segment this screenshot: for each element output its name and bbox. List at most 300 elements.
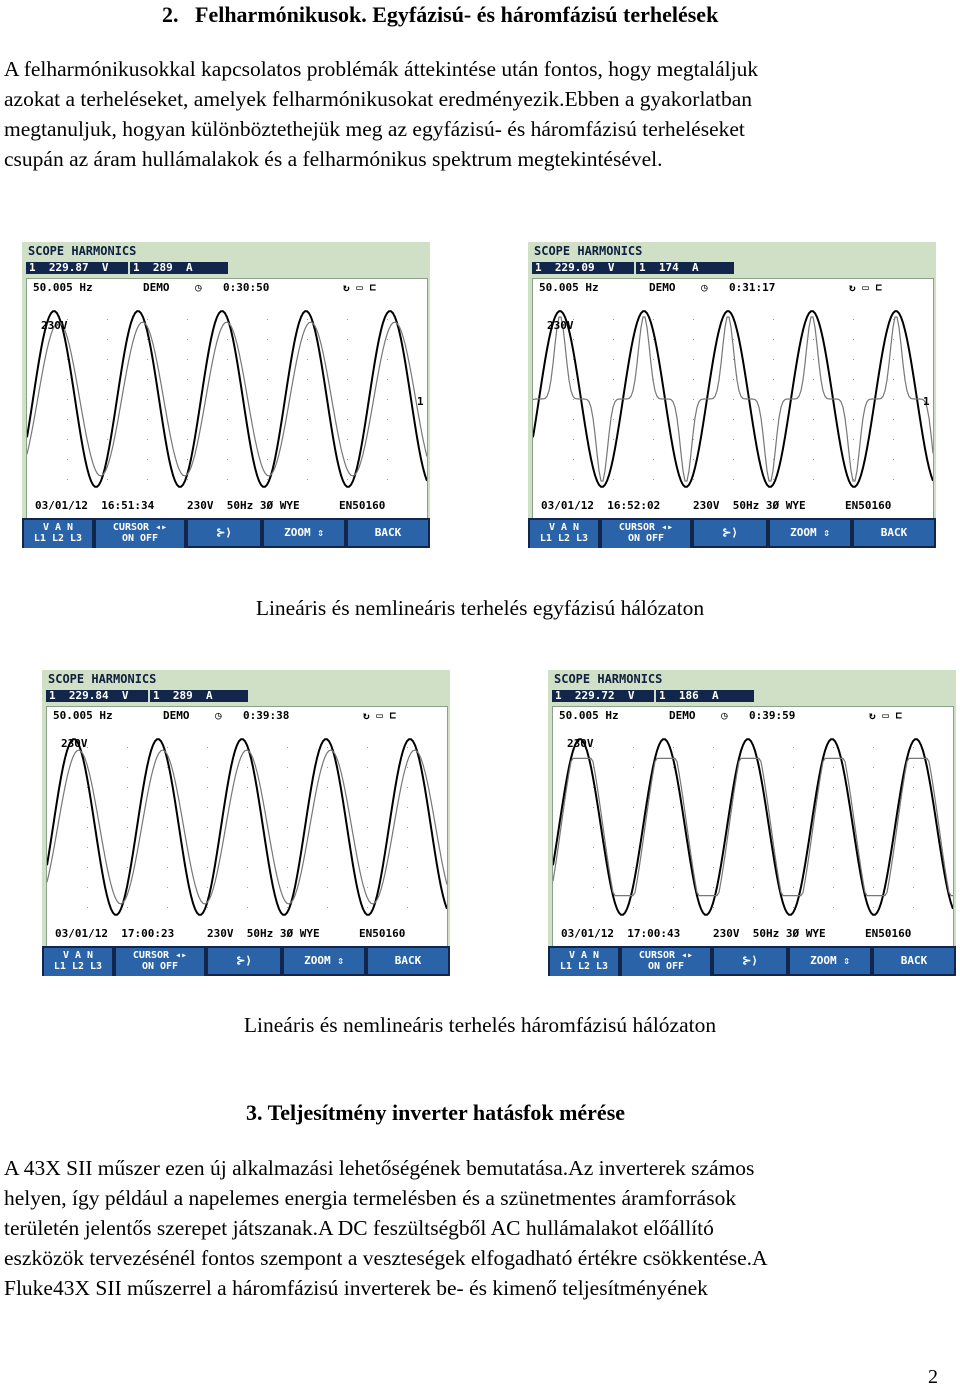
graticule-dot (853, 439, 854, 440)
status-icons: ↻ ▭ ⊏ (849, 281, 883, 294)
graticule-dot (833, 807, 834, 808)
graticule-dot (633, 807, 634, 808)
graticule-dot (227, 479, 228, 480)
waveform-panel (26, 278, 428, 520)
body-line: helyen, így például a napelemes energia termelésben és a szünetmentes áramforrások (4, 1186, 737, 1210)
cursor-button[interactable]: CURSOR ◂▸ ON OFF (116, 948, 204, 976)
voltage-readout: 1 229.87 V (26, 262, 128, 274)
back-button[interactable]: BACK (368, 948, 448, 974)
graticule-dot (773, 399, 774, 400)
graticule-dot (893, 399, 894, 400)
back-button[interactable]: BACK (348, 520, 428, 546)
graticule-dot (367, 887, 368, 888)
graticule-dot (327, 867, 328, 868)
graticule-dot (267, 479, 268, 480)
graticule-dot (287, 847, 288, 848)
elapsed-time: 0:39:38 (243, 709, 290, 722)
graticule-dot (187, 379, 188, 380)
graticule-dot (713, 787, 714, 788)
current-readout: 1 289 A (150, 690, 248, 702)
graticule-dot (207, 907, 208, 908)
phase-select-button[interactable]: V A N L1 L2 L3 (24, 520, 92, 548)
current-readout: 1 174 A (636, 262, 734, 274)
graticule-dot (167, 747, 168, 748)
scope-screen-2 (528, 242, 936, 548)
graticule-dot (913, 747, 914, 748)
cursor-move-icon[interactable]: ⊱⟩ (208, 948, 280, 974)
graticule-dot (893, 339, 894, 340)
elapsed-time: 0:30:50 (223, 281, 270, 294)
graticule-dot (613, 399, 614, 400)
graticule-dot (633, 767, 634, 768)
graticule-dot (913, 887, 914, 888)
graticule-dot (893, 379, 894, 380)
footer-info: 230V 50Hz 3Ø WYE (713, 927, 826, 940)
graticule-dot (387, 399, 388, 400)
demo-label: DEMO (669, 709, 696, 722)
graticule-dot (893, 459, 894, 460)
softkey-bar (42, 946, 450, 976)
graticule-dot (653, 479, 654, 480)
graticule-dot (107, 339, 108, 340)
clock-icon: ◷ (215, 709, 222, 722)
graticule-dot (653, 439, 654, 440)
graticule-dot (147, 399, 148, 400)
waveform-plot (47, 707, 447, 947)
graticule-dot (573, 339, 574, 340)
graticule-dot (387, 339, 388, 340)
graticule-dot (773, 439, 774, 440)
graticule-dot (347, 399, 348, 400)
graticule-dot (187, 419, 188, 420)
graticule-dot (87, 847, 88, 848)
graticule-dot (633, 847, 634, 848)
waveform-panel (552, 706, 954, 948)
graticule-dot (367, 807, 368, 808)
graticule-dot (753, 827, 754, 828)
graticule-dot (693, 459, 694, 460)
scope-screen-3 (42, 670, 450, 976)
graticule-dot (813, 339, 814, 340)
body-paragraph (4, 1153, 954, 1303)
frequency-readout: 50.005 Hz (559, 709, 619, 722)
graticule-dot (227, 439, 228, 440)
graticule-dot (673, 807, 674, 808)
waveform-plot (533, 279, 933, 519)
zoom-button[interactable]: ZOOM ⇕ (264, 520, 344, 546)
graticule-dot (287, 887, 288, 888)
graticule-dot (387, 359, 388, 360)
graticule-dot (187, 359, 188, 360)
scope-screen-1 (22, 242, 430, 548)
graticule-dot (673, 847, 674, 848)
graticule-dot (107, 419, 108, 420)
graticule-dot (227, 379, 228, 380)
graticule-dot (753, 787, 754, 788)
graticule-dot (407, 787, 408, 788)
graticule-dot (147, 419, 148, 420)
graticule-dot (167, 787, 168, 788)
graticule-dot (773, 379, 774, 380)
graticule-dot (913, 847, 914, 848)
graticule-dot (673, 767, 674, 768)
graticule-dot (187, 399, 188, 400)
intro-line: A felharmónikusokkal kapcsolatos problémák áttekintése után fontos, hogy megtaláljuk (4, 57, 759, 81)
graticule-dot (87, 907, 88, 908)
graticule-dot (127, 827, 128, 828)
graticule-dot (573, 379, 574, 380)
graticule-dot (347, 419, 348, 420)
graticule-dot (733, 399, 734, 400)
graticule-dot (833, 747, 834, 748)
graticule-dot (713, 847, 714, 848)
demo-label: DEMO (649, 281, 676, 294)
graticule-dot (307, 359, 308, 360)
graticule-dot (873, 867, 874, 868)
graticule-dot (713, 867, 714, 868)
footer-date: 03/01/12 17:00:23 (55, 927, 175, 940)
graticule-dot (793, 747, 794, 748)
graticule-dot (267, 339, 268, 340)
back-button[interactable]: BACK (854, 520, 934, 546)
footer-info: 230V 50Hz 3Ø WYE (693, 499, 806, 512)
graticule-dot (853, 319, 854, 320)
elapsed-time: 0:31:17 (729, 281, 776, 294)
graticule-dot (613, 439, 614, 440)
graticule-dot (653, 339, 654, 340)
graticule-dot (107, 379, 108, 380)
graticule-dot (247, 787, 248, 788)
graticule-dot (347, 319, 348, 320)
graticule-dot (267, 439, 268, 440)
graticule-dot (673, 787, 674, 788)
graticule-dot (673, 887, 674, 888)
section-2-number: 2. (162, 2, 179, 27)
graticule-dot (147, 339, 148, 340)
graticule-dot (853, 459, 854, 460)
graticule-dot (127, 907, 128, 908)
graticule-dot (287, 767, 288, 768)
graticule-dot (387, 479, 388, 480)
graticule-dot (873, 907, 874, 908)
graticule-dot (147, 359, 148, 360)
graticule-dot (693, 419, 694, 420)
graticule-dot (593, 847, 594, 848)
graticule-dot (407, 827, 408, 828)
graticule-dot (307, 399, 308, 400)
graticule-dot (873, 787, 874, 788)
graticule-dot (287, 747, 288, 748)
zoom-button[interactable]: ZOOM ⇕ (284, 948, 364, 974)
graticule-dot (367, 907, 368, 908)
graticule-dot (713, 747, 714, 748)
graticule-dot (387, 439, 388, 440)
graticule-dot (267, 359, 268, 360)
voltage-readout: 1 229.84 V (46, 690, 148, 702)
graticule-dot (793, 907, 794, 908)
graticule-dot (873, 767, 874, 768)
graticule-dot (227, 399, 228, 400)
graticule-dot (407, 747, 408, 748)
graticule-dot (327, 887, 328, 888)
current-readout: 1 289 A (130, 262, 228, 274)
graticule-dot (387, 379, 388, 380)
graticule-dot (633, 867, 634, 868)
graticule-dot (853, 379, 854, 380)
scope-mode-label: SCOPE HARMONICS (48, 672, 157, 686)
channel-marker: 1 (923, 395, 930, 408)
graticule-dot (67, 379, 68, 380)
graticule-dot (833, 907, 834, 908)
waveform-plot (553, 707, 953, 947)
graticule-dot (813, 399, 814, 400)
scope-mode-label: SCOPE HARMONICS (28, 244, 137, 258)
graticule-dot (147, 439, 148, 440)
graticule-dot (653, 359, 654, 360)
footer-standard: EN50160 (339, 499, 386, 512)
graticule-dot (873, 747, 874, 748)
graticule-dot (633, 787, 634, 788)
graticule-dot (167, 767, 168, 768)
graticule-dot (247, 907, 248, 908)
graticule-dot (127, 807, 128, 808)
footer-date: 03/01/12 16:52:02 (541, 499, 661, 512)
graticule-dot (793, 787, 794, 788)
graticule-dot (853, 399, 854, 400)
graticule-dot (793, 827, 794, 828)
graticule-dot (287, 787, 288, 788)
graticule-dot (307, 419, 308, 420)
graticule-dot (67, 399, 68, 400)
graticule-dot (693, 359, 694, 360)
graticule-dot (773, 479, 774, 480)
graticule-dot (833, 887, 834, 888)
demo-label: DEMO (163, 709, 190, 722)
graticule-dot (107, 319, 108, 320)
graticule-dot (347, 459, 348, 460)
status-icons: ↻ ▭ ⊏ (869, 709, 903, 722)
graticule-dot (227, 359, 228, 360)
cursor-move-icon[interactable]: ⊱⟩ (694, 520, 766, 546)
graticule-dot (613, 419, 614, 420)
graticule-dot (613, 359, 614, 360)
cursor-button[interactable]: CURSOR ◂▸ ON OFF (602, 520, 690, 548)
graticule-dot (287, 807, 288, 808)
graticule-dot (653, 399, 654, 400)
zoom-button[interactable]: ZOOM ⇕ (770, 520, 850, 546)
graticule-dot (367, 827, 368, 828)
graticule-dot (833, 847, 834, 848)
graticule-dot (773, 319, 774, 320)
footer-date: 03/01/12 16:51:34 (35, 499, 155, 512)
graticule-dot (327, 827, 328, 828)
graticule-dot (347, 439, 348, 440)
graticule-dot (267, 459, 268, 460)
intro-line: megtanuljuk, hogyan különböztethejük meg az egyfázisú- és háromfázisú terheléseket (4, 117, 745, 141)
graticule-dot (107, 479, 108, 480)
graticule-dot (347, 479, 348, 480)
section-2-title: Felharmónikusok. Egyfázisú- és háromfázisú terhelések (195, 2, 719, 27)
graticule-dot (713, 827, 714, 828)
graticule-dot (813, 459, 814, 460)
graticule-dot (207, 747, 208, 748)
graticule-dot (593, 827, 594, 828)
body-line: területén jelentős szerepet játszanak.A DC feszültségből AC hullámalakot előállító (4, 1216, 714, 1240)
graticule-dot (147, 319, 148, 320)
graticule-dot (387, 319, 388, 320)
graticule-dot (633, 827, 634, 828)
graticule-dot (147, 479, 148, 480)
graticule-dot (227, 419, 228, 420)
graticule-dot (327, 847, 328, 848)
status-icons: ↻ ▭ ⊏ (363, 709, 397, 722)
graticule-dot (893, 419, 894, 420)
graticule-dot (287, 827, 288, 828)
graticule-dot (873, 827, 874, 828)
footer-standard: EN50160 (845, 499, 892, 512)
graticule-dot (347, 359, 348, 360)
back-button[interactable]: BACK (874, 948, 954, 974)
graticule-dot (573, 399, 574, 400)
graticule-dot (107, 399, 108, 400)
graticule-dot (347, 339, 348, 340)
graticule-dot (693, 379, 694, 380)
graticule-dot (127, 867, 128, 868)
frequency-readout: 50.005 Hz (53, 709, 113, 722)
graticule-dot (813, 359, 814, 360)
graticule-dot (833, 787, 834, 788)
graticule-dot (793, 887, 794, 888)
graticule-dot (853, 339, 854, 340)
graticule-dot (367, 767, 368, 768)
softkey-bar (548, 946, 956, 976)
graticule-dot (793, 867, 794, 868)
graticule-dot (793, 767, 794, 768)
graticule-dot (753, 847, 754, 848)
graticule-dot (613, 339, 614, 340)
graticule-dot (873, 887, 874, 888)
graticule-dot (753, 767, 754, 768)
cursor-move-icon[interactable]: ⊱⟩ (188, 520, 260, 546)
graticule-dot (347, 379, 348, 380)
graticule-dot (813, 439, 814, 440)
graticule-dot (813, 419, 814, 420)
scope-screen-4 (548, 670, 956, 976)
graticule-dot (833, 867, 834, 868)
status-icons: ↻ ▭ ⊏ (343, 281, 377, 294)
graticule-dot (167, 867, 168, 868)
scale-label: 230V (567, 737, 594, 750)
zoom-button[interactable]: ZOOM ⇕ (790, 948, 870, 974)
graticule-dot (307, 379, 308, 380)
graticule-dot (307, 339, 308, 340)
graticule-dot (633, 907, 634, 908)
waveform-plot (27, 279, 427, 519)
graticule-dot (167, 807, 168, 808)
graticule-dot (307, 439, 308, 440)
graticule-dot (327, 907, 328, 908)
graticule-dot (247, 887, 248, 888)
graticule-dot (327, 767, 328, 768)
graticule-dot (187, 479, 188, 480)
graticule-dot (853, 359, 854, 360)
section-2-heading (162, 2, 718, 28)
graticule-dot (733, 419, 734, 420)
graticule-dot (367, 847, 368, 848)
graticule-dot (67, 459, 68, 460)
phase-select-button[interactable]: V A N L1 L2 L3 (44, 948, 112, 976)
graticule-dot (613, 379, 614, 380)
graticule-dot (167, 907, 168, 908)
graticule-dot (573, 479, 574, 480)
graticule-dot (267, 419, 268, 420)
graticule-dot (673, 747, 674, 748)
footer-standard: EN50160 (865, 927, 912, 940)
graticule-dot (733, 459, 734, 460)
graticule-dot (87, 867, 88, 868)
graticule-dot (227, 339, 228, 340)
graticule-dot (673, 827, 674, 828)
graticule-dot (187, 319, 188, 320)
graticule-dot (593, 907, 594, 908)
scale-label: 230V (61, 737, 88, 750)
graticule-dot (813, 379, 814, 380)
graticule-dot (247, 847, 248, 848)
graticule-dot (287, 867, 288, 868)
graticule-dot (207, 787, 208, 788)
graticule-dot (87, 807, 88, 808)
graticule-dot (407, 807, 408, 808)
graticule-dot (833, 767, 834, 768)
caption-three-phase: Lineáris és nemlineáris terhelés háromfázisú hálózaton (243, 1013, 717, 1037)
graticule-dot (733, 379, 734, 380)
graticule-dot (167, 827, 168, 828)
elapsed-time: 0:39:59 (749, 709, 796, 722)
cursor-move-icon[interactable]: ⊱⟩ (714, 948, 786, 974)
graticule-dot (753, 887, 754, 888)
body-line: A 43X SII műszer ezen új alkalmazási lehetőségének bemutatása.Az inverterek számos (4, 1156, 755, 1180)
demo-label: DEMO (143, 281, 170, 294)
waveform-panel (46, 706, 448, 948)
graticule-dot (873, 807, 874, 808)
graticule-dot (367, 787, 368, 788)
graticule-dot (773, 419, 774, 420)
phase-select-button[interactable]: V A N L1 L2 L3 (530, 520, 598, 548)
graticule-dot (733, 479, 734, 480)
page-number: 2 (928, 1366, 938, 1388)
graticule-dot (773, 359, 774, 360)
voltage-readout: 1 229.72 V (552, 690, 654, 702)
scale-label: 230V (547, 319, 574, 332)
graticule-dot (387, 419, 388, 420)
phase-select-button[interactable]: V A N L1 L2 L3 (550, 948, 618, 976)
graticule-dot (247, 807, 248, 808)
graticule-dot (573, 419, 574, 420)
graticule-dot (753, 807, 754, 808)
frequency-readout: 50.005 Hz (33, 281, 93, 294)
graticule-dot (147, 459, 148, 460)
graticule-dot (673, 867, 674, 868)
graticule-dot (893, 479, 894, 480)
graticule-dot (913, 807, 914, 808)
graticule-dot (913, 767, 914, 768)
graticule-dot (793, 847, 794, 848)
graticule-dot (913, 827, 914, 828)
cursor-button[interactable]: CURSOR ◂▸ ON OFF (622, 948, 710, 976)
graticule-dot (913, 867, 914, 868)
graticule-dot (67, 479, 68, 480)
cursor-button[interactable]: CURSOR ◂▸ ON OFF (96, 520, 184, 548)
